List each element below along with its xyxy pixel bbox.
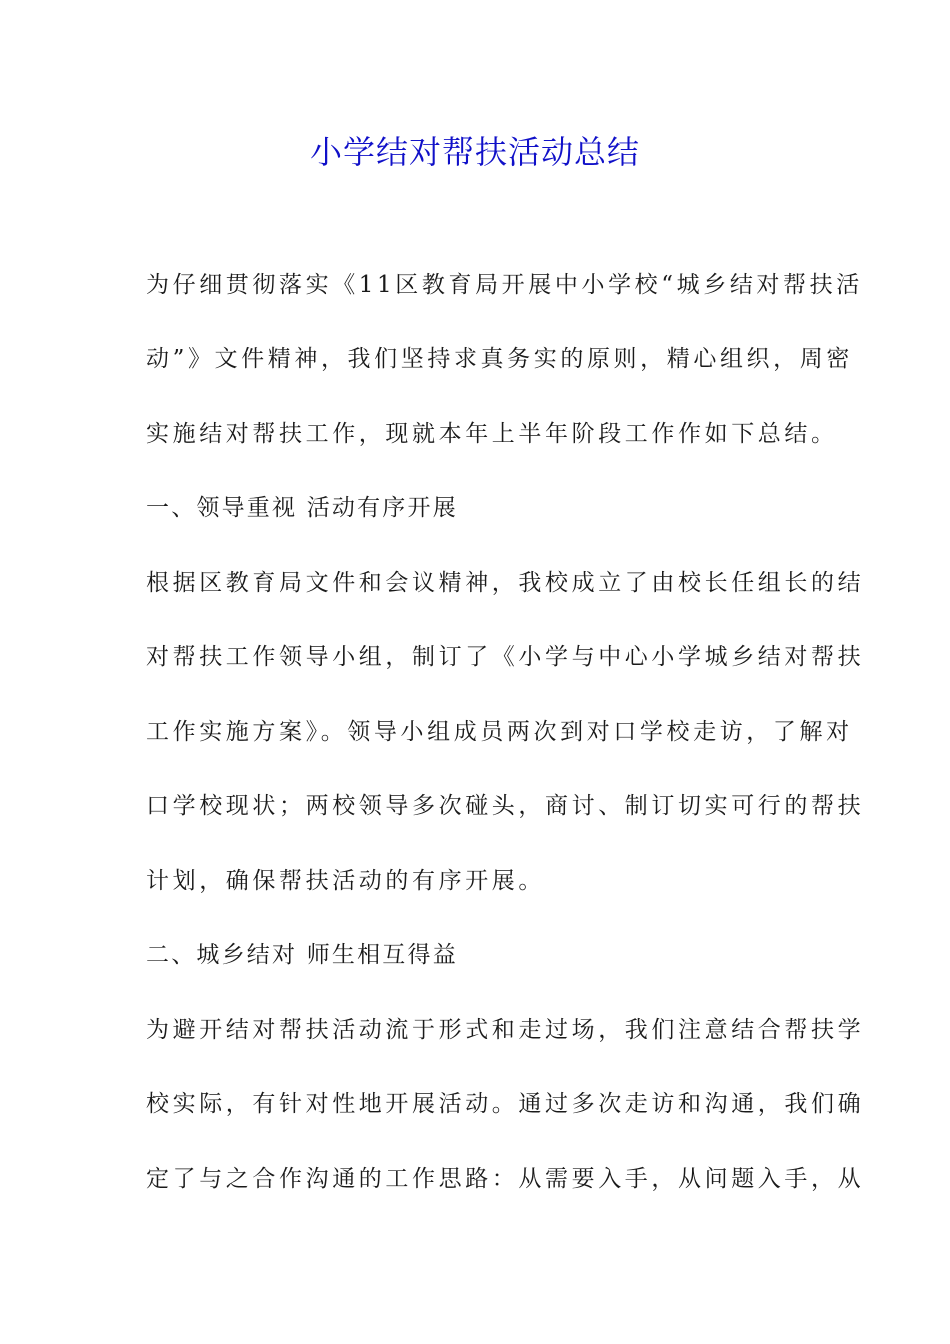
section-heading: 一、领导重视 活动有序开展 — [146, 495, 458, 521]
paragraph-line: 校实际，有针对性地开展活动。通过多次走访和沟通，我们确 — [146, 1091, 865, 1117]
paragraph-line: 口学校现状；两校领导多次碰头，商讨、制订切实可行的帮扶 — [146, 793, 865, 819]
paragraph-line: 为避开结对帮扶活动流于形式和走过场，我们注意结合帮扶学 — [146, 1017, 865, 1043]
section-heading: 二、城乡结对 师生相互得益 — [146, 942, 458, 968]
paragraph-line: 对帮扶工作领导小组，制订了《小学与中心小学城乡结对帮扶 — [146, 644, 865, 670]
paragraph-line: 计划，确保帮扶活动的有序开展。 — [146, 868, 545, 894]
paragraph-line: 工作实施方案》。领导小组成员两次到对口学校走访，了解对 — [146, 719, 853, 745]
paragraph-line: 为仔细贯彻落实《11区教育局开展中小学校“城乡结对帮扶活 — [146, 272, 863, 298]
document-title: 小学结对帮扶活动总结 — [309, 133, 640, 171]
paragraph-line: 实施结对帮扶工作，现就本年上半年阶段工作作如下总结。 — [146, 421, 838, 447]
paragraph-line: 根据区教育局文件和会议精神，我校成立了由校长任组长的结 — [146, 570, 865, 596]
paragraph-line: 定了与之合作沟通的工作思路：从需要入手，从问题入手，从 — [146, 1166, 865, 1192]
paragraph-line: 动”》文件精神，我们坚持求真务实的原则，精心组织，周密 — [146, 346, 853, 372]
